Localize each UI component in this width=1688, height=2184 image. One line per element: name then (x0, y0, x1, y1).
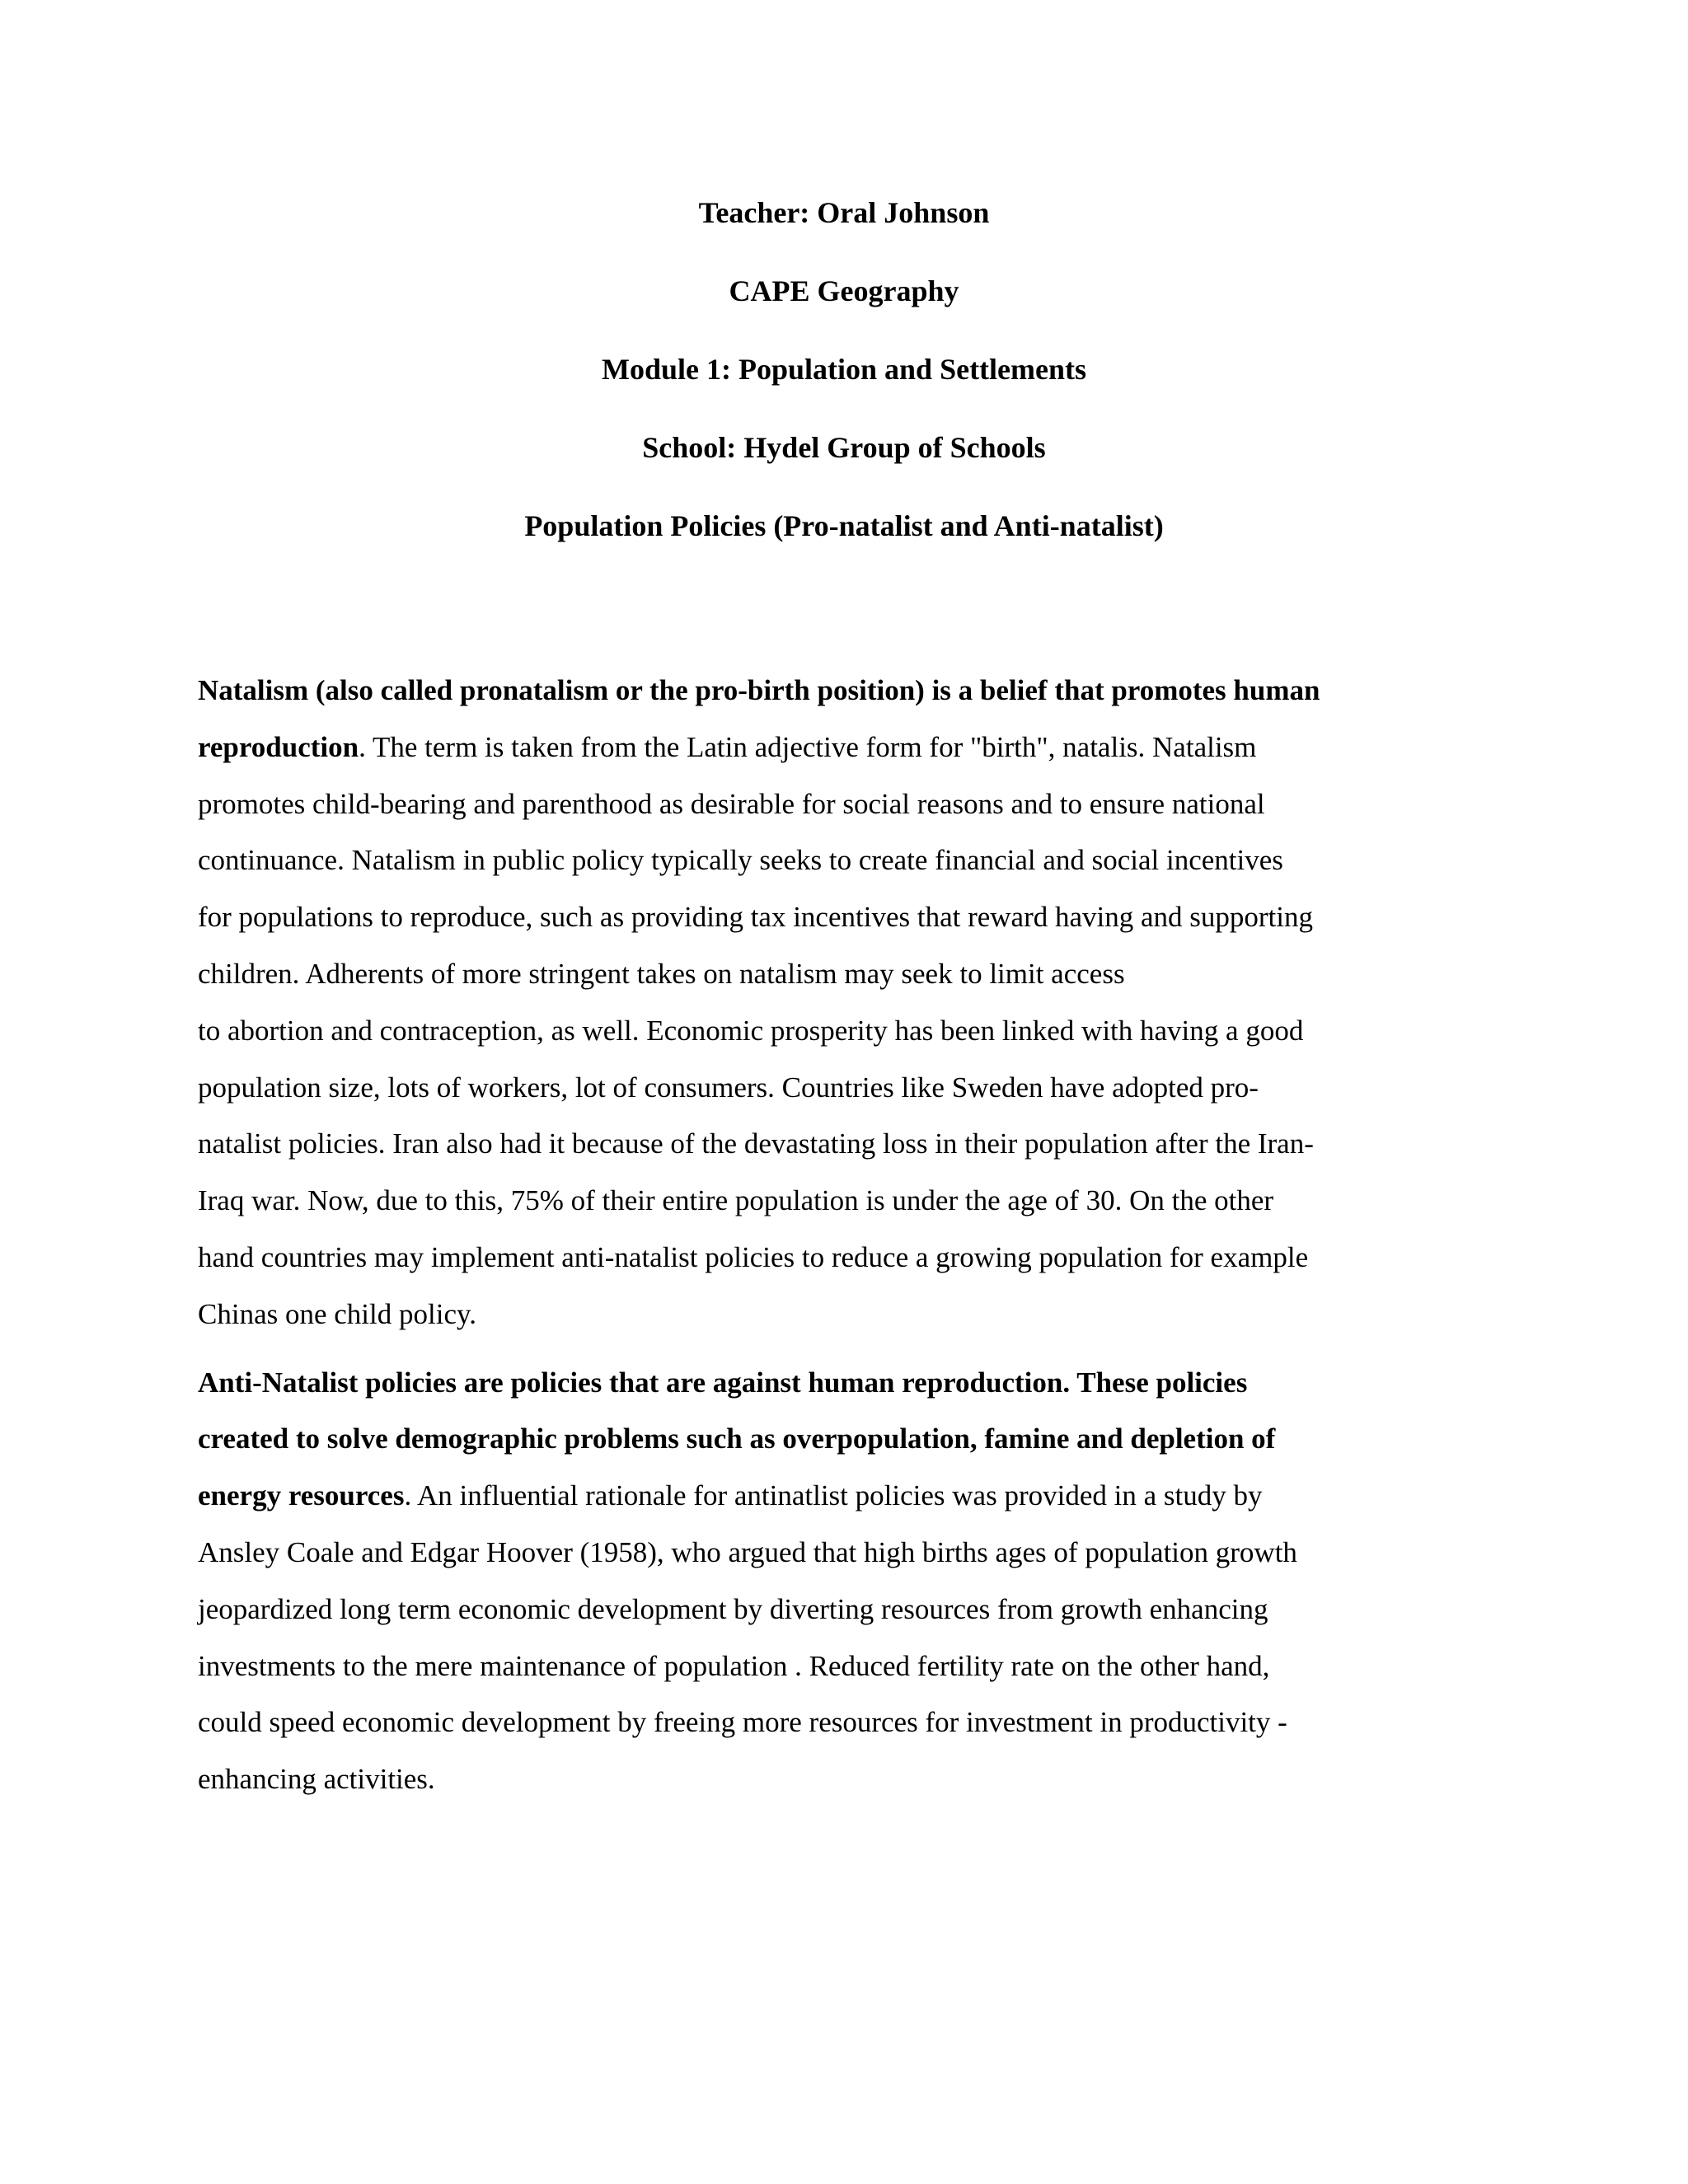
paragraph-line: created to solve demographic problems such as overpopulation, famine and depletion of (198, 1422, 1276, 1455)
paragraph-line: promotes child-bearing and parenthood as desirable for social reasons and to ensure national (198, 787, 1265, 820)
paragraph-line: Chinas one child policy. (198, 1297, 476, 1330)
bold-term: energy resources (198, 1479, 405, 1512)
paragraph-line: jeopardized long term economic development by diverting resources from growth enhancing (198, 1592, 1268, 1625)
course-title: CAPE Geography (729, 274, 959, 307)
document-header (0, 196, 1688, 588)
paragraph-line: continuance. Natalism in public policy typically seeks to create financial and social incentives (198, 844, 1283, 877)
topic-title: Population Policies (Pro-natalist and Anti-natalist) (524, 509, 1164, 542)
paragraph-text: . An influential rationale for antinatlist policies was provided in a study by (404, 1479, 1263, 1512)
paragraph-line: enhancing activities. (198, 1763, 435, 1796)
module-title: Module 1: Population and Settlements (601, 353, 1087, 386)
paragraph-line: children. Adherents of more stringent takes on natalism may seek to limit access (198, 957, 1125, 990)
natalism-paragraph (198, 663, 1500, 1343)
anti-natalism-paragraph (198, 1355, 1500, 1808)
teacher-name: Teacher: Oral Johnson (698, 196, 990, 229)
paragraph-line: investments to the mere maintenance of population . Reduced fertility rate on the other hand, (198, 1649, 1270, 1682)
paragraph-line: hand countries may implement anti-natalist policies to reduce a growing population for example (198, 1240, 1309, 1273)
paragraph-line (198, 1468, 1500, 1525)
document-body (198, 663, 1500, 1808)
paragraph-line: to abortion and contraception, as well. Economic prosperity has been linked with having a good (198, 1014, 1304, 1047)
paragraph-line: population size, lots of workers, lot of consumers. Countries like Sweden have adopted pro- (198, 1071, 1259, 1104)
paragraph-text: . The term is taken from the Latin adjective form for "birth", natalis. Natalism (359, 730, 1257, 763)
paragraph-line: for populations to reproduce, such as providing tax incentives that reward having and supporting (198, 901, 1314, 934)
paragraph-line (198, 719, 1500, 776)
paragraph-line: Natalism (also called pronatalism or the pro-birth position) is a belief that promotes human (198, 674, 1320, 706)
paragraph-line: Anti-Natalist policies are policies that are against human reproduction. These policies (198, 1366, 1248, 1399)
bold-term: reproduction (198, 730, 359, 763)
paragraph-line: could speed economic development by freeing more resources for investment in productivity - (198, 1706, 1287, 1739)
paragraph-line: Iraq war. Now, due to this, 75% of their entire population is under the age of 30. On the other (198, 1184, 1274, 1217)
paragraph-line: natalist policies. Iran also had it because of the devastating loss in their population after the Iran- (198, 1127, 1314, 1160)
school-name: School: Hydel Group of Schools (642, 431, 1046, 464)
paragraph-spacer (198, 1343, 1500, 1355)
paragraph-line: Ansley Coale and Edgar Hoover (1958), who argued that high births ages of population growth (198, 1535, 1297, 1568)
